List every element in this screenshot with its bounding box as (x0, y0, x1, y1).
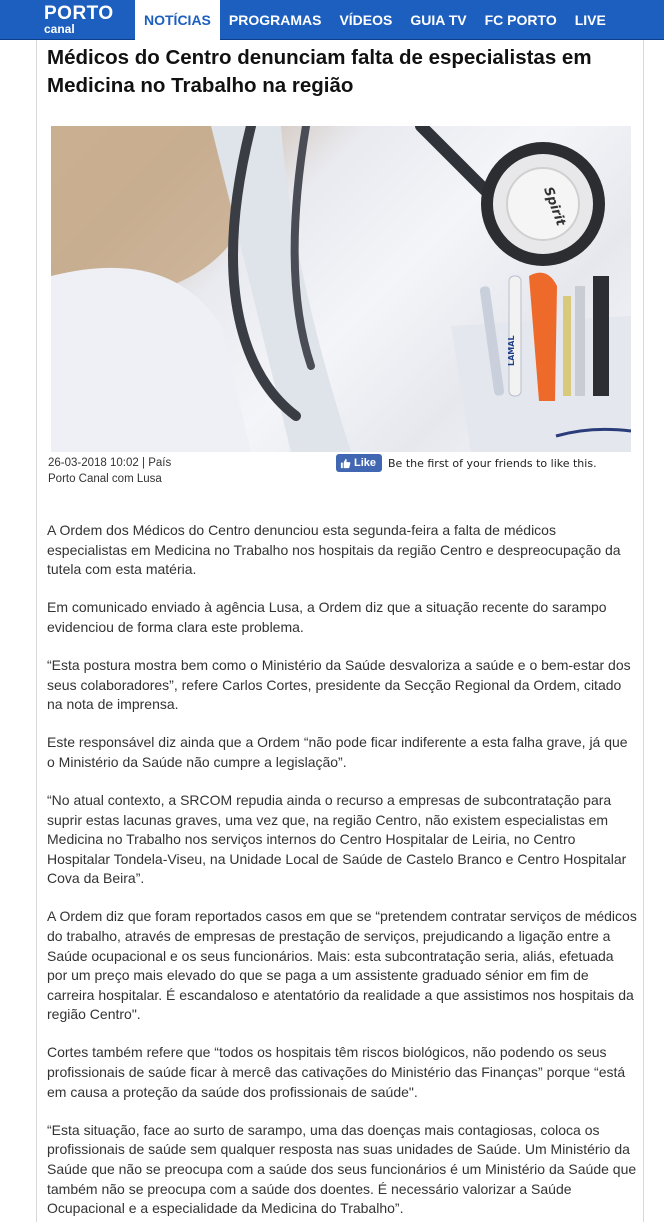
nav-item-live[interactable]: LIVE (574, 12, 606, 28)
facebook-like-widget (336, 454, 597, 472)
article-paragraph: A Ordem dos Médicos do Centro denunciou esta segunda-feira a falta de médicos especialistas em Medicina no Trabalho nos hospitais da região Centro e despreocupação da tutela com esta matéria. (47, 522, 621, 578)
top-nav-bar (0, 0, 664, 40)
facebook-like-button[interactable] (336, 454, 382, 472)
article-meta (48, 455, 171, 487)
article-paragraph: “Esta situação, face ao surto de sarampo, uma das doenças mais contagiosas, coloca os profissionais de saúde sem qualquer resposta nas suas unidades de Saúde. Um Ministério da Saúde que não se preocupa com a saúde dos seus funcionários é um Ministério da Saúde que também não se preocupa com a saúde dos doentes. É necessário valorizar a Saúde Ocupacional e a especialidade da Medicina do Trabalho”. (47, 1121, 637, 1217)
thumbs-up-icon (340, 458, 351, 469)
article-paragraph: Cortes também refere que “todos os hospitais têm riscos biológicos, não podendo os seus profissionais de saúde ficar à mercê das cativações do Ministério das Finanças” porque “está em causa a proteção da saúde dos profissionais de saúde". (47, 1044, 626, 1100)
article-paragraph: Em comunicado enviado à agência Lusa, a Ordem diz que a situação recente do sarampo evidenciou de forma clara este problema. (47, 599, 607, 635)
article-date: 26-03-2018 10:02 (48, 457, 139, 469)
logo-line-1: PORTO (44, 3, 114, 24)
article-paragraph: Este responsável diz ainda que a Ordem “não pode ficar indiferente a esta falha grave, já que o Ministério da Saúde não cumpre a legislação”. (47, 734, 628, 770)
nav-item-noticias[interactable]: NOTÍCIAS (135, 0, 220, 40)
article-hero-image[interactable] (51, 126, 631, 452)
nav-item-programas[interactable]: PROGRAMAS (228, 12, 322, 28)
nav-item-fc-porto[interactable]: FC PORTO (484, 12, 557, 28)
article-source: Porto Canal com Lusa (48, 473, 162, 485)
porto-canal-logo[interactable] (44, 4, 114, 35)
article-body (47, 521, 637, 1222)
article-section: País (148, 457, 172, 469)
meta-separator: | (142, 457, 146, 469)
nav-item-videos[interactable]: VÍDEOS (339, 12, 393, 28)
pen-label: LAMAL (507, 335, 516, 366)
nav-item-guia-tv[interactable]: GUIA TV (410, 12, 467, 28)
main-nav (135, 0, 615, 40)
facebook-like-label: Like (354, 457, 377, 469)
logo-line-2: canal (44, 22, 75, 36)
article-paragraph: “Esta postura mostra bem como o Ministério da Saúde desvaloriza a saúde e o bem-estar dos seus colaboradores”, refere Carlos Cortes, presidente da Secção Regional da Ordem, citado na nota de imprensa. (47, 656, 631, 713)
article-paragraph: “No atual contexto, a SRCOM repudia ainda o recurso a empresas de subcontratação para suprir estas lacunas graves, uma vez que, na região Centro, não existem especialistas em Medicina no Trabalho nos serviços internos do Centro Hospitalar de Leiria, no Centro Hospitalar Tondela-Viseu, na Unidade Local de Saúde de Castelo Branco e Centro Hospitalar Cova da Beira”. (47, 791, 627, 887)
article-paragraph: A Ordem diz que foram reportados casos em que se “pretendem contratar serviços de médicos do trabalho, através de empresas de prestação de serviços, prejudicando a ligação entre a Saúde ocupacional e os seus funcionários. Mais: esta subcontratação seria, aliás, efetuada por um preço mais elevado do que se paga a um assistente graduado sénior em fim de carreira hospitalar. É escandaloso e atentatório da realidade a que assistimos nos hospitais da região Centro". (47, 908, 637, 1023)
article-title: Médicos do Centro denunciam falta de especialistas em Medicina no Trabalho na região (47, 46, 592, 97)
facebook-social-text: Be the first of your friends to like this. (388, 456, 597, 470)
doctor-coat-illustration (51, 126, 631, 452)
stethoscope-brand-text: Spirit (540, 185, 568, 228)
